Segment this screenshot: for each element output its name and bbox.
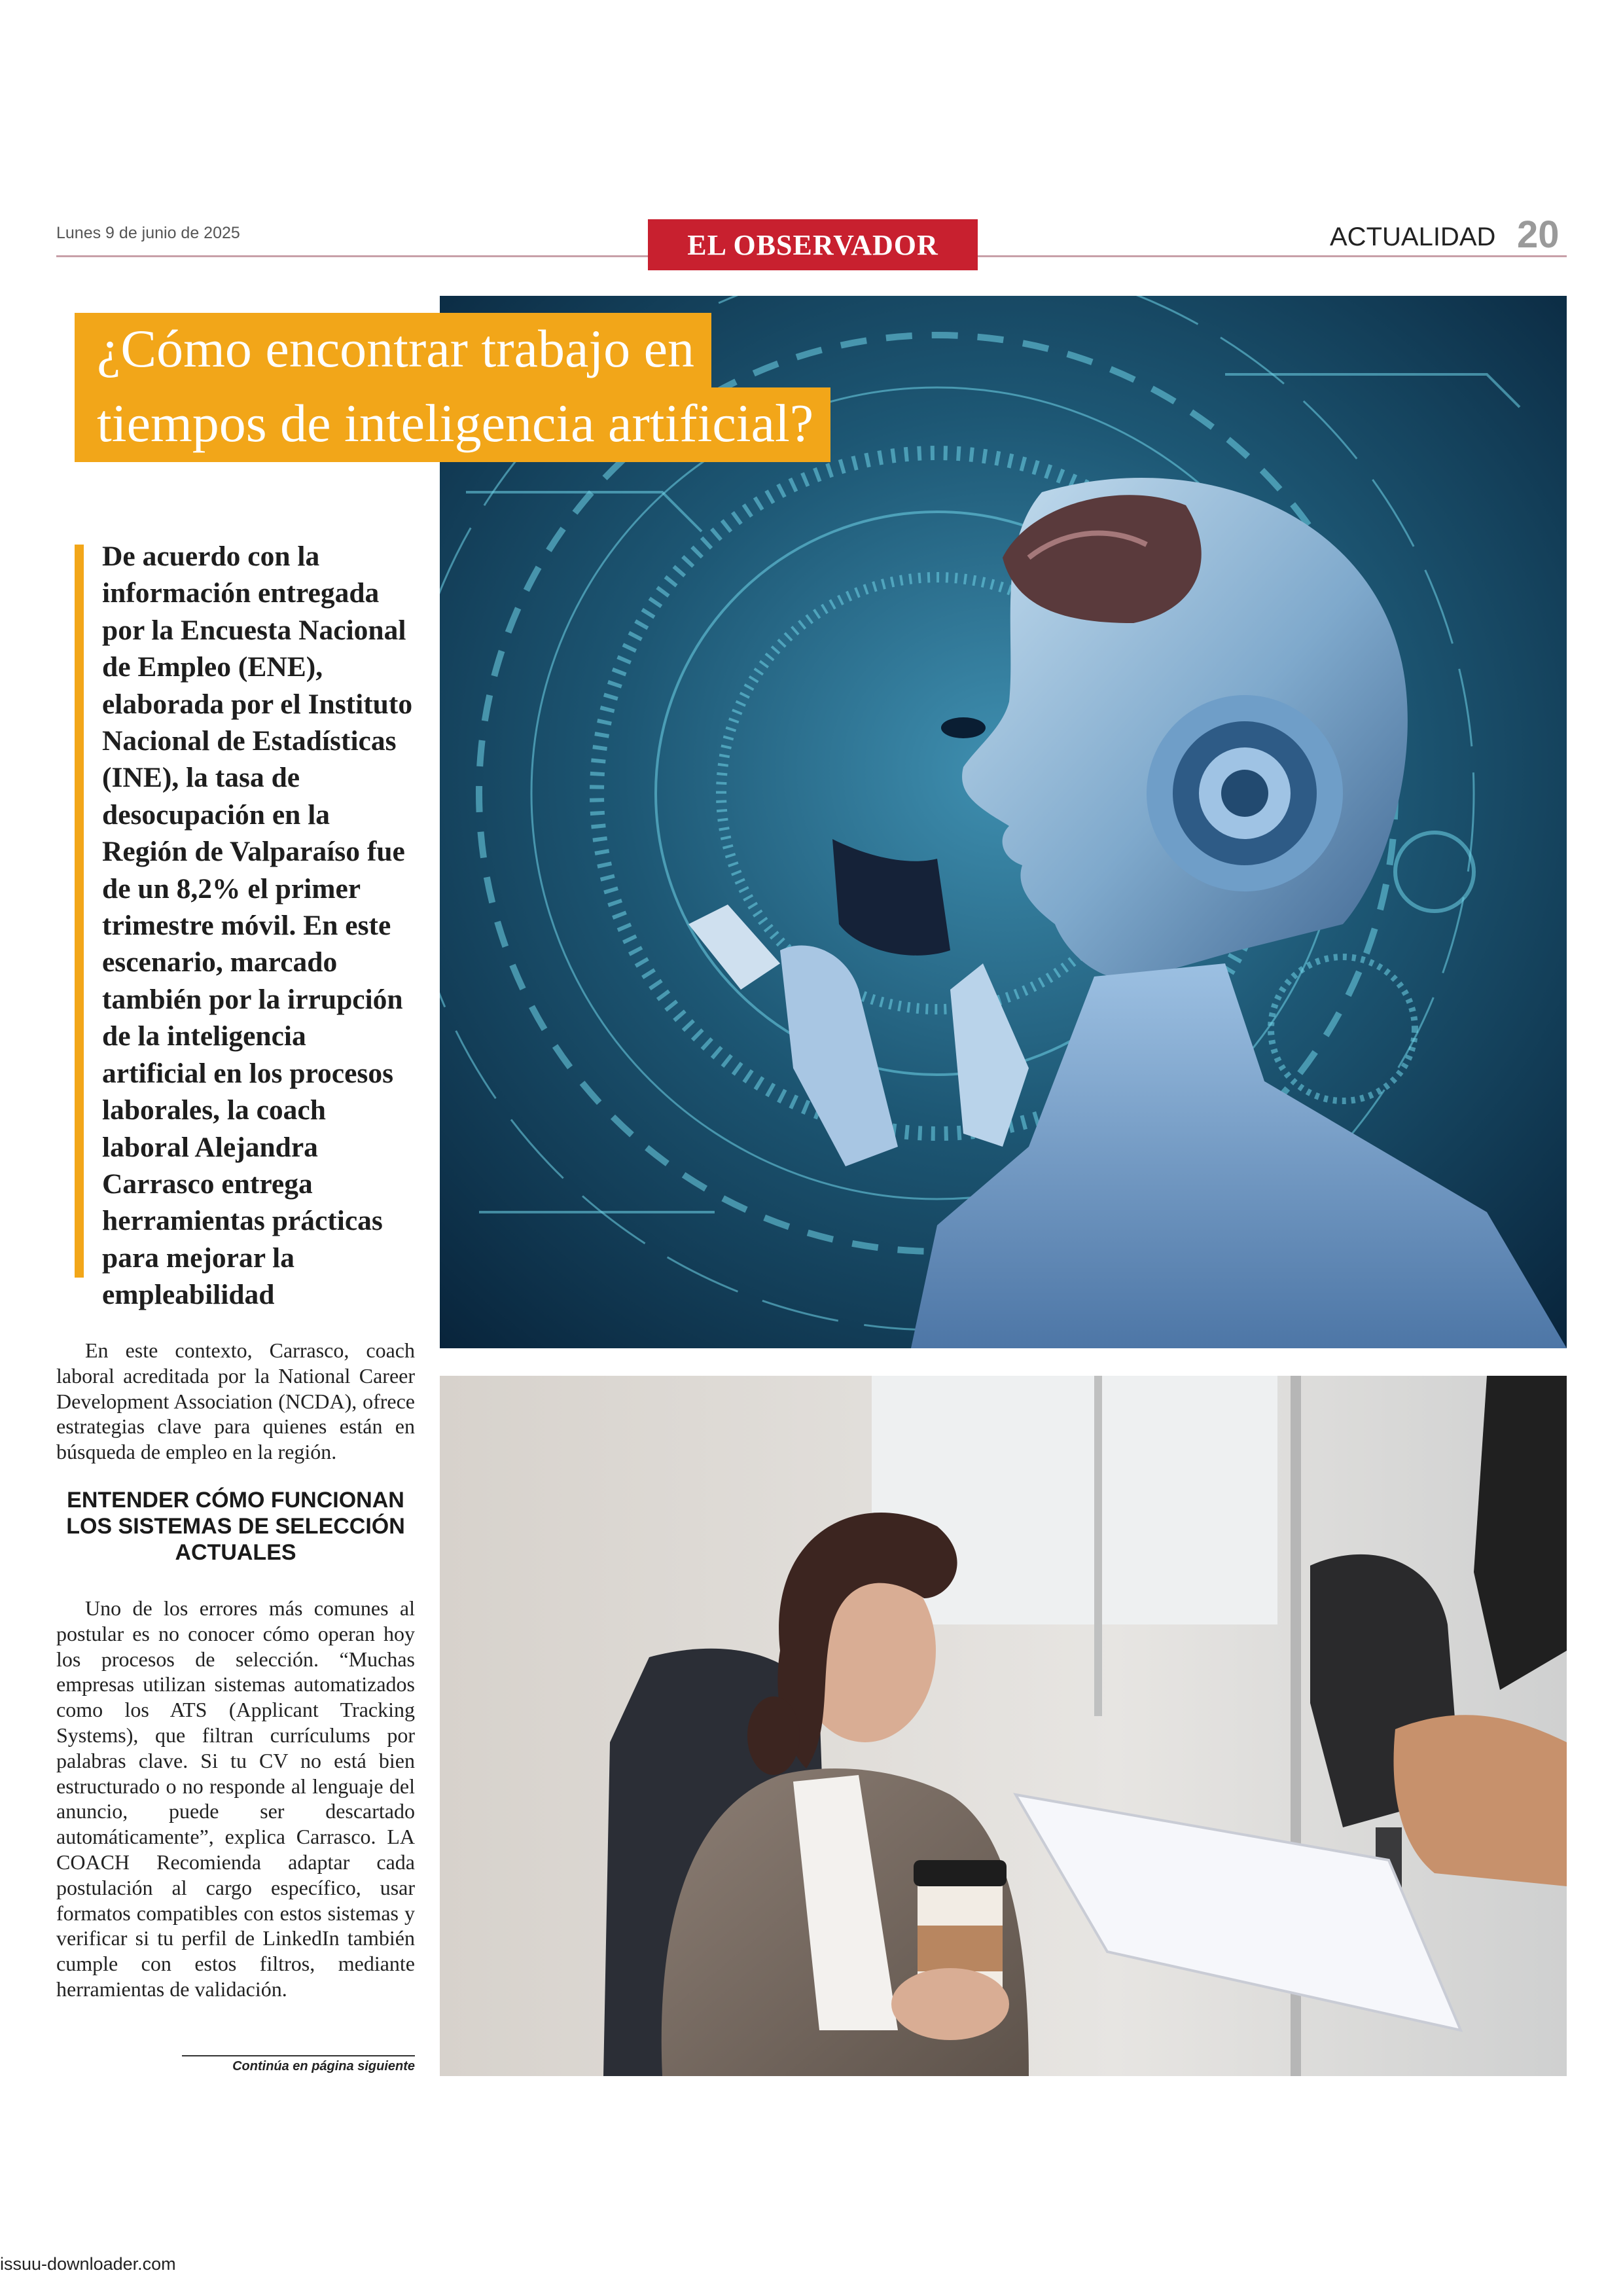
office-photo [440,1376,1567,2076]
section-subhead: ENTENDER CÓMO FUNCIONAN LOS SISTEMAS DE SELECCIÓN ACTUALES [66,1488,405,1565]
newspaper-logo: EL OBSERVADOR [648,219,978,270]
intro-paragraph: En este contexto, Carrasco, coach laboral acreditada por la National Career Development Association (NCDA), ofrece estrategias clave para quienes están en búsqueda de empleo en la región. [56,1338,415,1464]
headline-line-2: tiempos de inteligencia artificial? [75,387,830,462]
body-paragraph: Uno de los errores más comunes al postular es no conocer cómo operan hoy los procesos de selección. “Muchas empresas utilizan sistemas automatizados como los ATS (Applicant Tracking Systems), que filtran currículums por palabras clave. Si tu CV no está bien estructurado o no responde al lenguaje del anuncio, puede ser descartado automáticamente”, explica Carrasco. LA COACH Recomienda adaptar cada postulación al cargo específico, usar formatos compatibles con estos sistemas y verificar si tu perfil de LinkedIn también cumple con estos filtros, mediante herramientas de validación. [56,1596,415,2001]
issue-date: Lunes 9 de junio de 2025 [56,224,240,242]
article-lead: De acuerdo con la información entregada por la Encuesta Nacional de Empleo (ENE), elaborada por el Instituto Nacional de Estadísticas (INE), la tasa de desocupación en la Región de Valparaíso fue de un 8,2% el primer trimestre móvil. En este escenario, marcado también por la irrupción de la inteligencia artificial en los procesos laborales, la coach laboral Alejandra Carrasco entrega herramientas prácticas para mejorar la empleabilidad [102,541,413,1311]
headline-line-1: ¿Cómo encontrar trabajo en [75,313,711,387]
section-label: ACTUALIDAD [1330,223,1496,251]
continuation-rule [182,2055,415,2056]
lead-accent-bar [75,545,84,1278]
source-watermark: issuu-downloader.com [0,2254,176,2274]
page-number: 20 [1517,213,1560,256]
continuation-note: Continúa en página siguiente [232,2059,415,2073]
